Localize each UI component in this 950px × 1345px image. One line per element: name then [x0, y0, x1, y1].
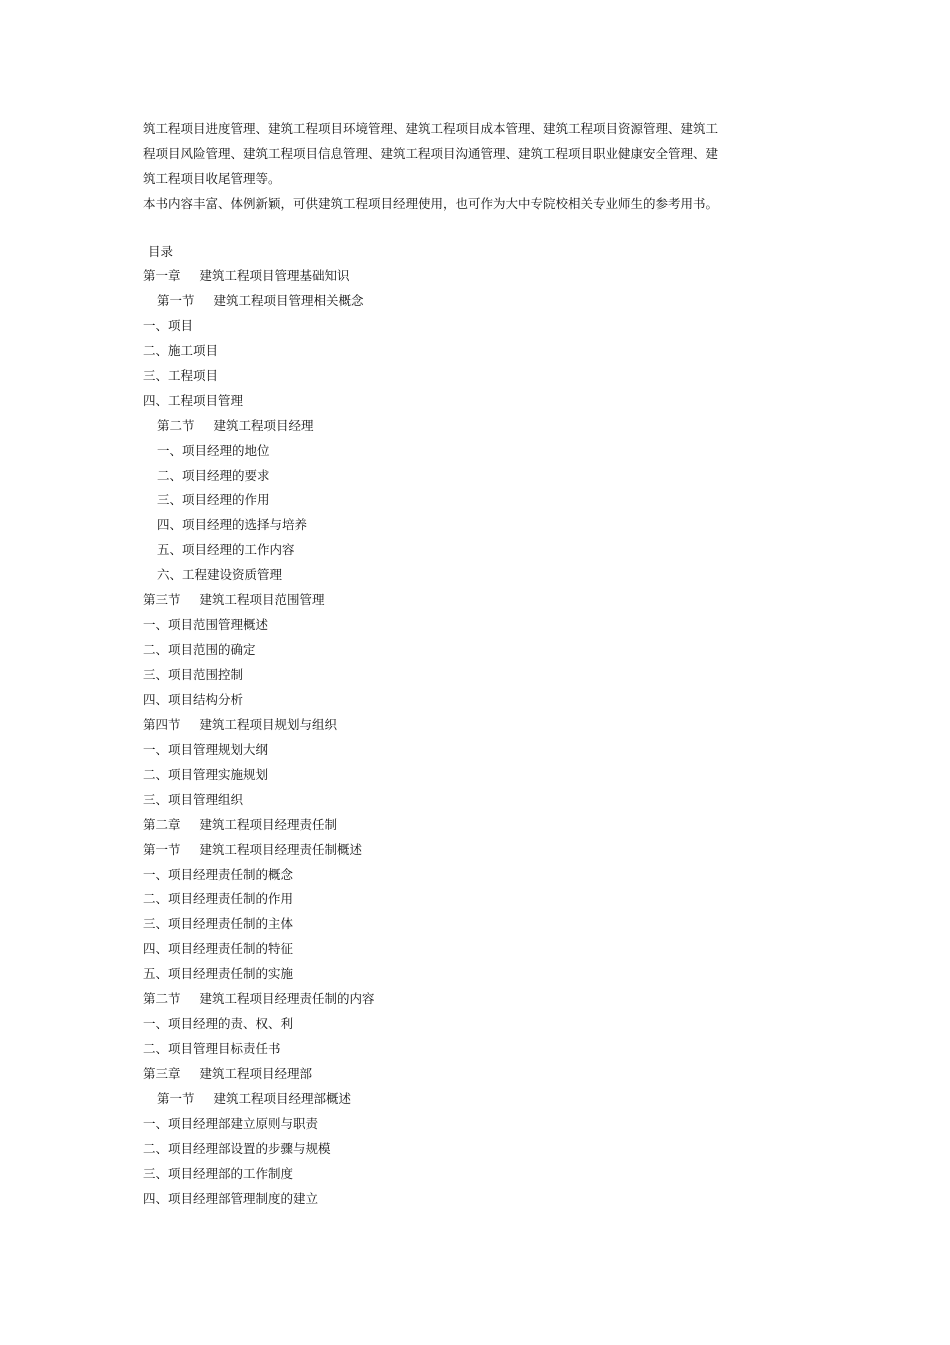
toc-item — [143, 937, 743, 962]
toc-item — [143, 563, 743, 588]
toc-item — [143, 1012, 743, 1037]
toc-item-text: 一、项目经理责任制的概念 — [143, 866, 294, 882]
intro-line: 筑工程项目收尾管理等。 — [143, 171, 281, 186]
toc-item — [143, 688, 743, 713]
toc-item — [143, 414, 743, 439]
toc-item — [143, 464, 743, 489]
toc-item-text: 建筑工程项目规划与组织 — [199, 716, 338, 732]
toc-item — [143, 838, 743, 863]
toc-item — [143, 763, 743, 788]
toc-list — [143, 264, 743, 1212]
toc-item — [143, 713, 743, 738]
toc-item — [143, 887, 743, 912]
toc-item — [143, 1162, 743, 1187]
toc-item-label: 第二节 — [157, 417, 195, 433]
toc-item-label: 第三章 — [143, 1066, 181, 1081]
toc-item-text: 三、项目经理责任制的主体 — [143, 916, 294, 932]
toc-item-text: 建筑工程项目经理责任制的内容 — [199, 991, 375, 1007]
toc-item-text: 一、项目经理的责、权、利 — [143, 1016, 294, 1032]
toc-item-text: 三、工程项目 — [143, 367, 219, 383]
toc-item-label: 第一章 — [143, 268, 181, 283]
toc-item-text: 一、项目 — [143, 317, 194, 333]
toc-item-text: 建筑工程项目管理相关概念 — [213, 292, 364, 308]
toc-item — [143, 863, 743, 888]
toc-item-label: 第三节 — [143, 592, 181, 608]
toc-item — [143, 1087, 743, 1112]
toc-item-text: 四、项目经理的选择与培养 — [157, 517, 308, 533]
toc-item-text: 建筑工程项目经理责任制 — [199, 816, 338, 832]
toc-item — [143, 738, 743, 763]
toc-item-label: 第二章 — [143, 816, 181, 832]
toc-item-label: 第一节 — [157, 292, 195, 308]
intro-line: 程项目风险管理、建筑工程项目信息管理、建筑工程项目沟通管理、建筑工程项目职业健康安全管理、建 — [143, 146, 719, 161]
intro-line: 筑工程项目进度管理、建筑工程项目环境管理、建筑工程项目成本管理、建筑工程项目资源管理、建筑工 — [143, 121, 719, 136]
toc-item-text: 二、项目经理的要求 — [157, 467, 270, 483]
toc-item-text: 四、项目结构分析 — [143, 691, 244, 707]
toc-item — [143, 314, 743, 339]
toc-item — [143, 912, 743, 937]
toc-item — [143, 1187, 743, 1212]
toc-item-text: 四、工程项目管理 — [143, 392, 244, 408]
toc-item — [143, 813, 743, 838]
toc-item — [143, 1112, 743, 1137]
toc-item-text: 五、项目经理责任制的实施 — [143, 966, 294, 982]
toc-item-text: 三、项目范围控制 — [143, 667, 244, 682]
toc-item — [143, 638, 743, 663]
toc-item-text: 四、项目经理责任制的特征 — [143, 941, 294, 957]
toc-item-text: 二、项目经理部设置的步骤与规模 — [143, 1140, 331, 1156]
toc-item-text: 建筑工程项目经理部 — [199, 1066, 313, 1081]
toc-item — [143, 364, 743, 389]
toc-item-label: 第四节 — [143, 716, 181, 732]
toc-item-text: 二、项目经理责任制的作用 — [143, 891, 294, 907]
toc-item-text: 一、项目经理的地位 — [157, 442, 270, 458]
table-of-contents — [143, 240, 743, 1212]
toc-title: 目录 — [148, 244, 174, 259]
toc-item — [143, 289, 743, 314]
toc-item-text: 四、项目经理部管理制度的建立 — [143, 1190, 319, 1206]
toc-item-label: 第一节 — [157, 1090, 195, 1106]
toc-item-text: 建筑工程项目经理部概述 — [213, 1090, 352, 1106]
toc-item — [143, 389, 743, 414]
toc-item — [143, 987, 743, 1012]
toc-item-text: 六、工程建设资质管理 — [157, 567, 283, 583]
toc-item — [143, 962, 743, 987]
toc-item — [143, 613, 743, 638]
toc-item-text: 二、项目管理实施规划 — [143, 766, 269, 782]
toc-item — [143, 439, 743, 464]
toc-item — [143, 1062, 743, 1087]
intro-line: 本书内容丰富、体例新颖，可供建筑工程项目经理使用，也可作为大中专院校相关专业师生的参考用书。 — [143, 196, 719, 211]
toc-item-text: 建筑工程项目经理 — [213, 417, 314, 433]
toc-item-text: 二、项目范围的确定 — [143, 642, 256, 658]
toc-item-text: 建筑工程项目经理责任制概述 — [199, 841, 363, 857]
toc-item — [143, 788, 743, 813]
toc-item — [143, 513, 743, 538]
toc-item-text: 三、项目管理组织 — [143, 791, 244, 807]
toc-item-text: 二、施工项目 — [143, 342, 219, 358]
toc-item-text: 一、项目管理规划大纲 — [143, 741, 269, 757]
toc-item-text: 二、项目管理目标责任书 — [143, 1041, 281, 1057]
toc-item-text: 建筑工程项目范围管理 — [199, 592, 325, 608]
toc-item — [143, 488, 743, 513]
toc-item — [143, 663, 743, 688]
toc-item-text: 一、项目范围管理概述 — [143, 617, 269, 633]
toc-item-text: 五、项目经理的工作内容 — [157, 542, 295, 558]
toc-item — [143, 1037, 743, 1062]
toc-item-text: 一、项目经理部建立原则与职责 — [143, 1115, 319, 1131]
intro-text — [143, 116, 743, 216]
toc-item-text: 建筑工程项目管理基础知识 — [199, 268, 350, 283]
toc-item-text: 三、项目经理部的工作制度 — [143, 1165, 294, 1181]
toc-item — [143, 538, 743, 563]
toc-item — [143, 339, 743, 364]
toc-item — [143, 1137, 743, 1162]
toc-item — [143, 588, 743, 613]
toc-item-text: 三、项目经理的作用 — [157, 492, 270, 508]
toc-item-label: 第二节 — [143, 991, 181, 1007]
toc-item — [143, 264, 743, 289]
toc-item-label: 第一节 — [143, 841, 181, 857]
